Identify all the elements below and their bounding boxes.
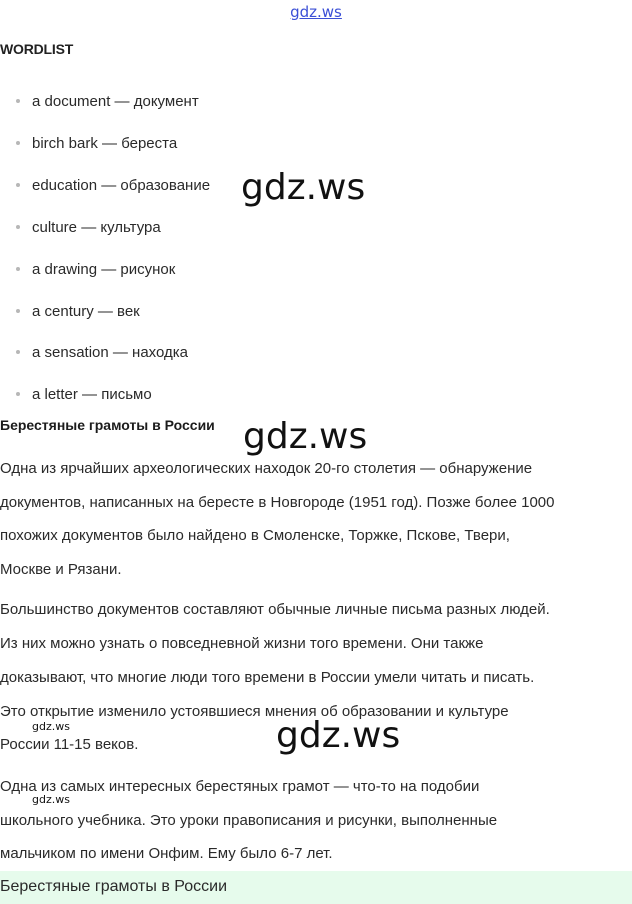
wordlist-item-text: a drawing — рисунок: [32, 261, 176, 278]
watermark: gdz.ws: [243, 416, 368, 457]
wordlist-item-text: culture — культура: [32, 219, 161, 236]
wordlist-item: [16, 135, 177, 152]
bullet-icon: [16, 183, 20, 187]
text-line: России 11-15 веков.: [0, 736, 139, 753]
text-line: мальчиком по имени Онфим. Ему было 6-7 лет.: [0, 845, 333, 862]
wordlist-item: [16, 344, 188, 361]
wordlist-item-text: education — образование: [32, 177, 211, 194]
wordlist-item-text: a document — документ: [32, 93, 199, 110]
text-line: Одна из ярчайших археологических находок 20-го столетия — обнаружение: [0, 460, 533, 477]
wordlist-item: [16, 93, 199, 110]
text-line: документов, написанных на бересте в Новгороде (1951 год). Позже более 1000: [0, 494, 555, 511]
wordlist-item: [16, 303, 140, 320]
text-line: Одна из самых интересных берестяных грамот — что-то на подобии: [0, 778, 480, 795]
text-line: Это открытие изменило устоявшиеся мнения об образовании и культуре: [0, 703, 509, 720]
site-watermark-link[interactable]: gdz.ws: [290, 3, 342, 21]
wordlist-item-text: a sensation — находка: [32, 344, 189, 361]
text-line: Из них можно узнать о повседневной жизни того времени. Они также: [0, 635, 484, 652]
text-line: похожих документов было найдено в Смоленске, Торжке, Пскове, Твери,: [0, 527, 510, 544]
bullet-icon: [16, 309, 20, 313]
bullet-icon: [16, 267, 20, 271]
watermark-small: gdz.ws: [32, 720, 70, 733]
bullet-icon: [16, 392, 20, 396]
text-line: школьного учебника. Это уроки правописания и рисунки, выполненные: [0, 812, 498, 829]
bullet-icon: [16, 141, 20, 145]
watermark: gdz.ws: [241, 167, 366, 208]
bullet-icon: [16, 99, 20, 103]
wordlist-item: [16, 177, 210, 194]
text-line: доказывают, что многие люди того времени в России умели читать и писать.: [0, 669, 535, 686]
wordlist-heading: WORDLIST: [0, 41, 74, 57]
footer-bar: [0, 871, 632, 904]
watermark-small: gdz.ws: [32, 793, 70, 806]
watermark: gdz.ws: [276, 715, 401, 756]
wordlist-item-text: a century — век: [32, 303, 140, 320]
bullet-icon: [16, 350, 20, 354]
wordlist-item: [16, 219, 161, 236]
text-line: Большинство документов составляют обычные личные письма разных людей.: [0, 601, 550, 618]
footer-title: Берестяные грамоты в России: [0, 878, 228, 895]
wordlist-item-text: a letter — письмо: [32, 386, 152, 403]
bullet-icon: [16, 225, 20, 229]
text-line: Москве и Рязани.: [0, 561, 122, 578]
section-title: Берестяные грамоты в России: [0, 417, 215, 433]
wordlist-item: [16, 261, 175, 278]
wordlist-item-text: birch bark — береста: [32, 135, 178, 152]
wordlist-item: [16, 386, 152, 403]
